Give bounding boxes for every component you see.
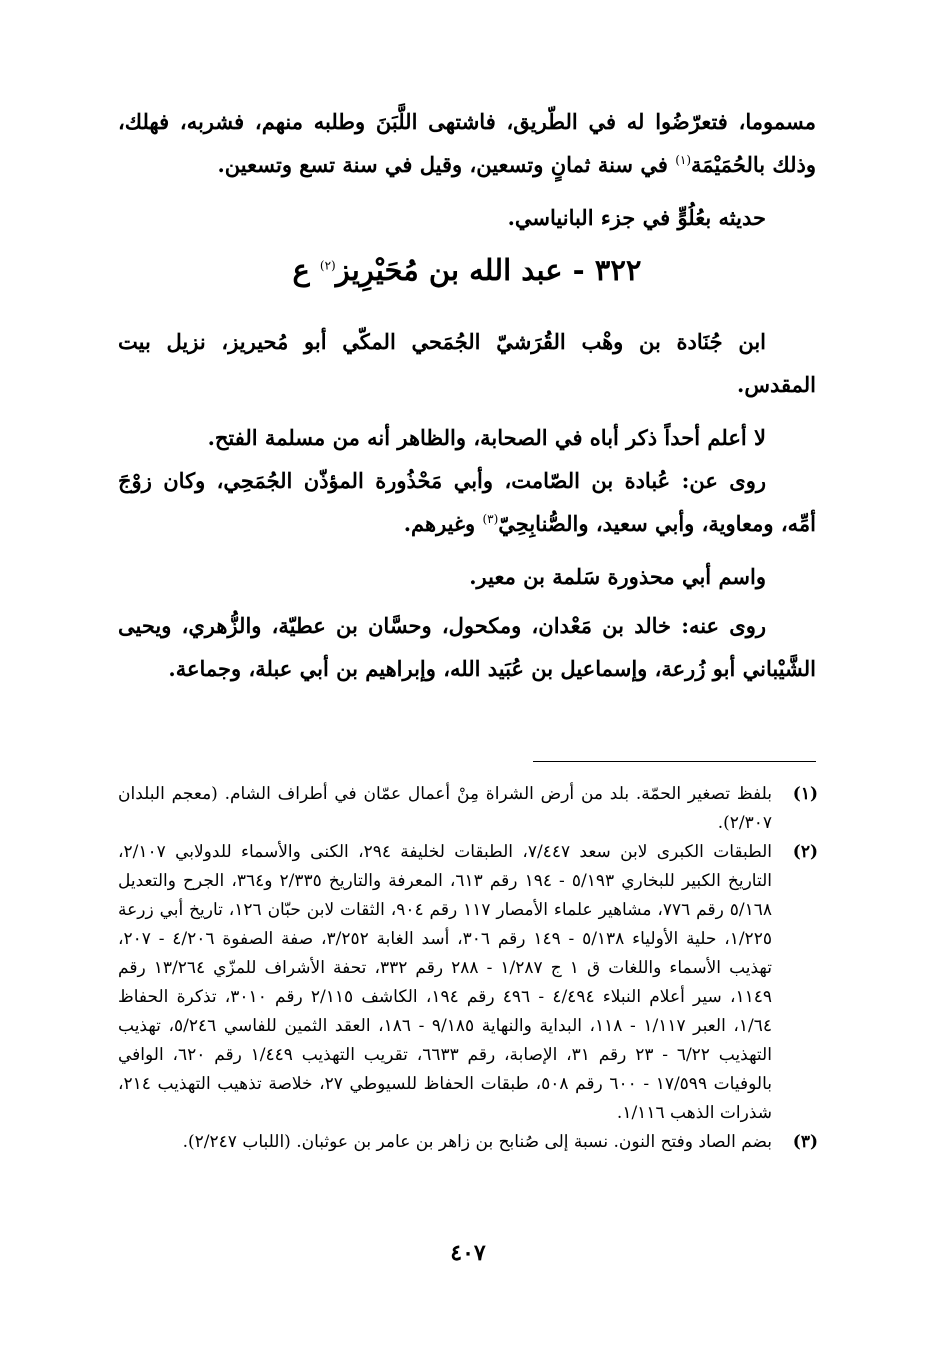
footnote-3 xyxy=(118,1128,818,1157)
paragraph-abu-mahdhura: واسم أبي محذورة سَلمة بن معير. xyxy=(469,564,766,589)
footnote-marker-3[interactable]: (٣) xyxy=(482,512,499,526)
footnotes xyxy=(118,780,818,1157)
paragraph-narrated-by: روى عنه: خالد بن مَعْدان، ومكحول، وحسَّان بن عطيّة، والزُّهري، ويحيى الشَّيْباني أبو زُرعة، وإسماعيل بن عُبَيد الله، وإبراهيم بن أبي عبلة، وجماعة. xyxy=(118,613,816,681)
footnote-marker-2[interactable]: (٢) xyxy=(319,258,336,273)
footnote-number: (٣) xyxy=(792,1132,818,1152)
footnote-number: (٢) xyxy=(792,842,818,862)
paragraph-hadith: حديثه بعُلُوٍّ في جزء البانياسي. xyxy=(507,205,766,230)
main-text-entry xyxy=(118,320,816,690)
page-number: ٤٠٧ xyxy=(450,1240,486,1266)
footnote-text: بضم الصاد وفتح النون. نسبة إلى صُنابح بن زاهر بن عامر بن عوثبان. (اللباب ٢/٢٤٧). xyxy=(182,1132,772,1152)
narrated-from-text: روى عن: عُبادة بن الصّامت، وأبي مَحْذُورة المؤذّن الجُمَحِي، وكان زوْجَ أمِّه، ومعاوية، وأبي سعيد، والصُّنابِحِيّ xyxy=(118,468,816,536)
entry-title-suffix: ع xyxy=(292,253,310,287)
death-text-part2: في سنة ثمانٍ وتسعين، وقيل في سنة تسع وتسعين. xyxy=(217,152,668,177)
narrated-from-end: وغيرهم. xyxy=(403,511,476,536)
footnote-text: الطبقات الكبرى لابن سعد ٧/٤٤٧، الطبقات لخليفة ٢٩٤، الكنى والأسماء للدولابي ٢/١٠٧، التاريخ الكبير للبخاري ٥/١٩٣ - ١٩٤ رقم ٦١٣، المعرفة والتاريخ ٢/٣٣٥ و٣٦٤، الجرح والتعديل ٥/١٦٨ رقم ٧٧٦، مشاهير علماء الأمصار ١١٧ رقم ٩٠٤، الثقات لابن حبّان ١٢٦، تاريخ أبي زرعة ١/٢٢٥، حلية الأولياء ٥/١٣٨ - ١٤٩ رقم ٣٠٦، أسد الغابة ٣/٢٥٢، صفة الصفوة ٤/٢٠٦ - ٢٠٧، تهذيب الأسماء واللغات ق ١ ج ١/٢٨٧ - ٢٨٨ رقم ٣٣٢، تحفة الأشراف للمزّي ١٣/٢٦٤ رقم ١١٤٩، سير أعلام النبلاء ٤/٤٩٤ - ٤٩٦ رقم ١٩٤، الكاشف ٢/١١٥ رقم ٣٠١٠، تذكرة الحفاظ ١/٦٤، العبر ١/١١٧ - ١١٨، البداية والنهاية ٩/١٨٥ - ١٨٦، العقد الثمين للفاسي ٥/٢٤٦، تهذيب التهذيب ٦/٢٢ - ٢٣ رقم ٣١، الإصابة، رقم ٦٦٣٣، تقريب التهذيب ١/٤٤٩ رقم ٦٢٠، الوافي بالوفيات ١٧/٥٩٩ - ٦٠٠ رقم ٥٠٨، طبقات الحفاظ للسيوطي ٢٧، خلاصة تذهيب التهذيب ٢١٤، شذرات الذهب ١/١١٦. xyxy=(118,842,773,1123)
footnote-marker-1[interactable]: (١) xyxy=(675,153,692,167)
footnote-number: (١) xyxy=(792,784,818,804)
footnote-divider xyxy=(533,761,816,762)
death-text-part1: مسموما، فتعرّضُوا له في الطّريق، فاشتهى اللَّبَنَ وطلبه منهم، فشربه، فهلك، وذلك بالحُمَيْمَة xyxy=(118,109,816,177)
footnote-2 xyxy=(118,838,818,1128)
footnote-text: بلفظ تصغير الحمّة. بلد من أرض الشراة مِنْ أعمال عمّان في أطراف الشام. (معجم البلدان ٢/٣٠٧). xyxy=(118,784,772,833)
paragraph-note: لا أعلم أحداً ذكر أباه في الصحابة، والظاهر أنه من مسلمة الفتح. xyxy=(207,425,766,450)
paragraph-narrated-from xyxy=(118,459,816,545)
paragraph-death xyxy=(118,100,816,186)
paragraph-lineage: ابن جُنَادة بن وهْب القُرَشيّ الجُمَحي المكّي أبو مُحيريز، نزيل بيت المقدس. xyxy=(118,329,816,397)
main-text-top xyxy=(118,100,816,239)
entry-title xyxy=(118,248,816,292)
footnote-1 xyxy=(118,780,818,838)
entry-title-text: ٣٢٢ - عبد الله بن مُحَيْرِيز xyxy=(335,253,642,287)
